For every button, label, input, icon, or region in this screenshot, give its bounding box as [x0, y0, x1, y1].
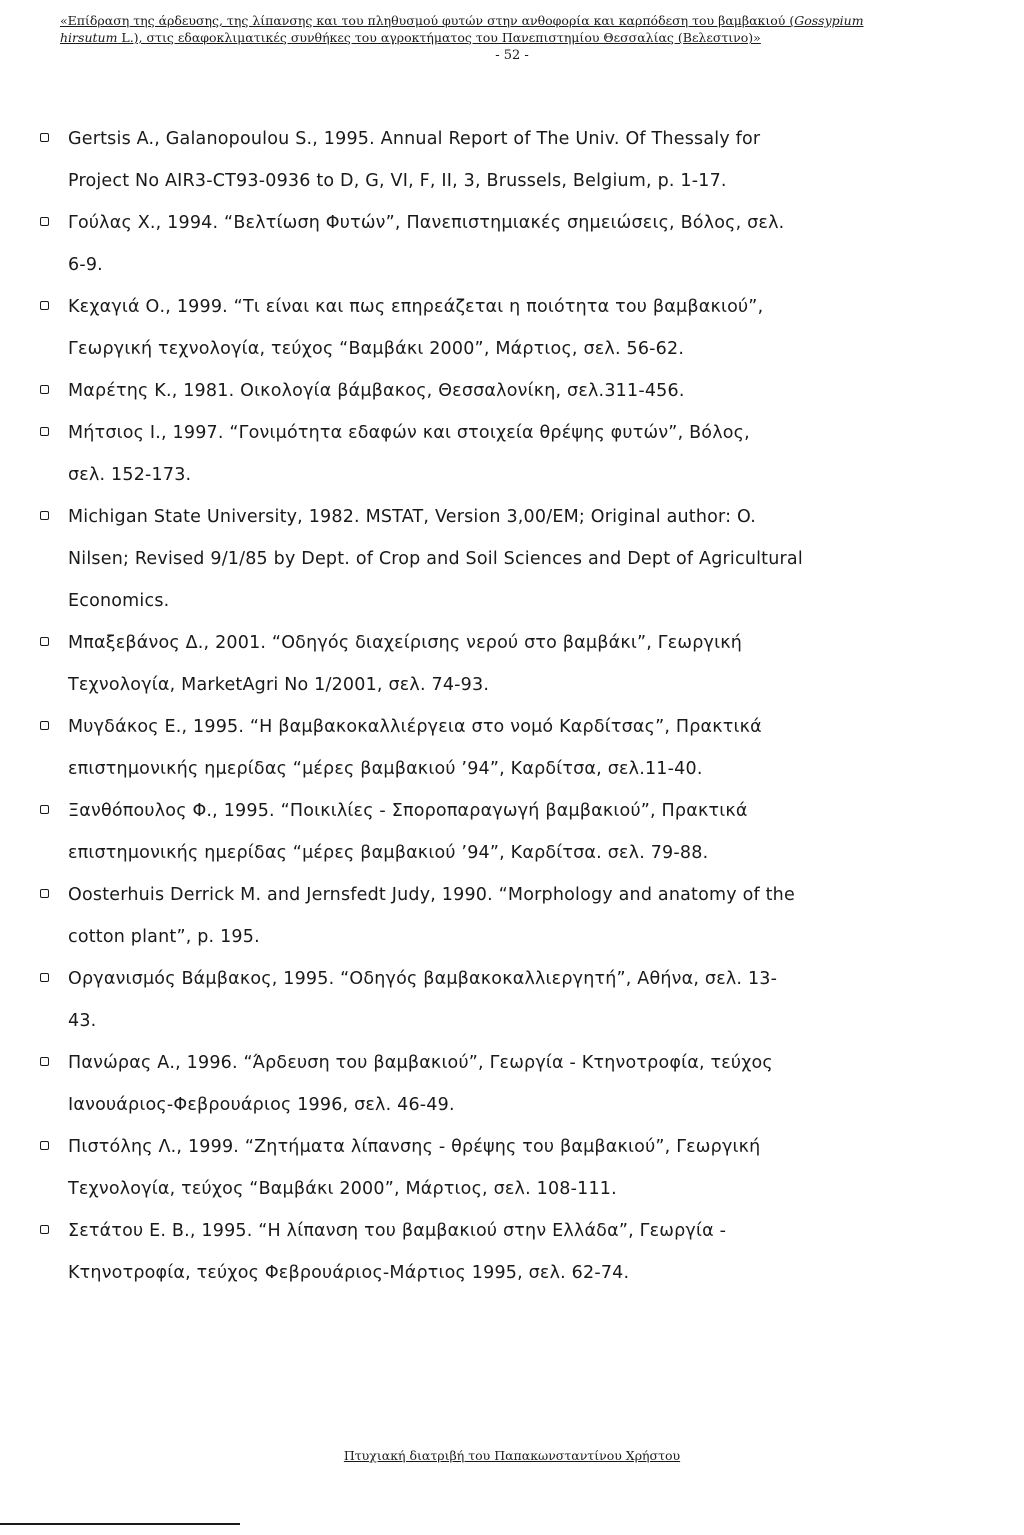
reference-line: Τεχνολογία, MarketAgri No 1/2001, σελ. 74-93. — [68, 675, 490, 695]
checkbox-bullet-icon — [40, 889, 49, 898]
reference-line: Μήτσιος Ι., 1997. “Γονιμότητα εδαφών και στοιχεία θρέψης φυτών”, Βόλος, — [68, 423, 750, 443]
reference-line: Κτηνοτροφία, τεύχος Φεβρουάριος-Μάρτιος 1995, σελ. 62-74. — [68, 1263, 630, 1283]
reference-list — [40, 118, 940, 1294]
reference-item — [40, 790, 940, 874]
running-header-line-1: «Επίδραση της άρδευσης, της λίπανσης και του πληθυσμού φυτών στην ανθοφορία και καρπόδεση του βαμβακιού (Gossypium — [60, 13, 864, 28]
page-number: - 52 - — [495, 48, 529, 63]
reference-line: Οργανισμός Βάμβακος, 1995. “Οδηγός βαμβακοκαλλιεργητή”, Αθήνα, σελ. 13- — [68, 969, 778, 989]
reference-line: cotton plant”, p. 195. — [68, 927, 260, 947]
checkbox-bullet-icon — [40, 385, 49, 394]
reference-line: Τεχνολογία, τεύχος “Βαμβάκι 2000”, Μάρτιος, σελ. 108-111. — [68, 1179, 617, 1199]
reference-item — [40, 1126, 940, 1210]
running-header-line-2: hirsutum L.), στις εδαφοκλιματικές συνθήκες του αγροκτήματος του Πανεπιστημίου Θεσσαλίας (Βελεστινο)» — [60, 30, 761, 45]
reference-item — [40, 622, 940, 706]
reference-item — [40, 412, 940, 496]
reference-line: Πιστόλης Λ., 1999. “Ζητήματα λίπανσης - θρέψης του βαμβακιού”, Γεωργική — [68, 1137, 761, 1157]
checkbox-bullet-icon — [40, 973, 49, 982]
reference-item — [40, 496, 940, 622]
reference-item — [40, 874, 940, 958]
reference-line: Πανώρας Α., 1996. “Άρδευση του βαμβακιού”, Γεωργία - Κτηνοτροφία, τεύχος — [68, 1053, 773, 1073]
reference-line: Project No AIR3-CT93-0936 to D, G, VI, F, II, 3, Brussels, Belgium, p. 1-17. — [68, 171, 727, 191]
footer-rule — [0, 1523, 240, 1525]
reference-item — [40, 370, 940, 412]
reference-line: 43. — [68, 1011, 97, 1031]
checkbox-bullet-icon — [40, 805, 49, 814]
reference-item — [40, 202, 940, 286]
reference-item — [40, 1210, 940, 1294]
running-header — [60, 12, 960, 46]
page-footer: Πτυχιακή διατριβή του Παπακωνσταντίνου Χρήστου — [343, 1448, 681, 1463]
checkbox-bullet-icon — [40, 721, 49, 730]
checkbox-bullet-icon — [40, 301, 49, 310]
reference-line: Oosterhuis Derrick M. and Jernsfedt Judy, 1990. “Morphology and anatomy of the — [68, 885, 795, 905]
reference-line: Nilsen; Revised 9/1/85 by Dept. of Crop and Soil Sciences and Dept of Agricultural — [68, 549, 803, 569]
reference-item — [40, 958, 940, 1042]
reference-line: Economics. — [68, 591, 170, 611]
reference-item — [40, 706, 940, 790]
reference-line: σελ. 152-173. — [68, 465, 192, 485]
reference-line: Κεχαγιά Ο., 1999. “Τι είναι και πως επηρεάζεται η ποιότητα του βαμβακιού”, — [68, 297, 764, 317]
checkbox-bullet-icon — [40, 217, 49, 226]
reference-line: Σετάτου Ε. Β., 1995. “Η λίπανση του βαμβακιού στην Ελλάδα”, Γεωργία - — [68, 1221, 727, 1241]
reference-line: Gertsis A., Galanopoulou S., 1995. Annual Report of The Univ. Of Thessaly for — [68, 129, 761, 149]
reference-line: Μαρέτης Κ., 1981. Οικολογία βάμβακος, Θεσσαλονίκη, σελ.311-456. — [68, 381, 685, 401]
reference-line: Μπαξεβάνος Δ., 2001. “Οδηγός διαχείρισης νερού στο βαμβάκι”, Γεωργική — [68, 633, 743, 653]
reference-line: Γούλας Χ., 1994. “Βελτίωση Φυτών”, Πανεπιστημιακές σημειώσεις, Βόλος, σελ. — [68, 213, 785, 233]
reference-line: επιστημονικής ημερίδας “μέρες βαμβακιού ’94”, Καρδίτσα. σελ. 79-88. — [68, 843, 709, 863]
reference-line: Μυγδάκος Ε., 1995. “Η βαμβακοκαλλιέργεια στο νομό Καρδίτσας”, Πρακτικά — [68, 717, 762, 737]
reference-line: Ιανουάριος-Φεβρουάριος 1996, σελ. 46-49. — [68, 1095, 455, 1115]
reference-line: Γεωργική τεχνολογία, τεύχος “Βαμβάκι 2000”, Μάρτιος, σελ. 56-62. — [68, 339, 685, 359]
checkbox-bullet-icon — [40, 511, 49, 520]
reference-item — [40, 1042, 940, 1126]
checkbox-bullet-icon — [40, 427, 49, 436]
reference-item — [40, 286, 940, 370]
checkbox-bullet-icon — [40, 1141, 49, 1150]
checkbox-bullet-icon — [40, 1057, 49, 1066]
reference-line: επιστημονικής ημερίδας “μέρες βαμβακιού ’94”, Καρδίτσα, σελ.11-40. — [68, 759, 703, 779]
checkbox-bullet-icon — [40, 133, 49, 142]
reference-line: Michigan State University, 1982. MSTAT, Version 3,00/EM; Original author: O. — [68, 507, 757, 527]
checkbox-bullet-icon — [40, 1225, 49, 1234]
reference-item — [40, 118, 940, 202]
reference-line: Ξανθόπουλος Φ., 1995. “Ποικιλίες - Σποροπαραγωγή βαμβακιού”, Πρακτικά — [68, 801, 748, 821]
checkbox-bullet-icon — [40, 637, 49, 646]
reference-line: 6-9. — [68, 255, 103, 275]
